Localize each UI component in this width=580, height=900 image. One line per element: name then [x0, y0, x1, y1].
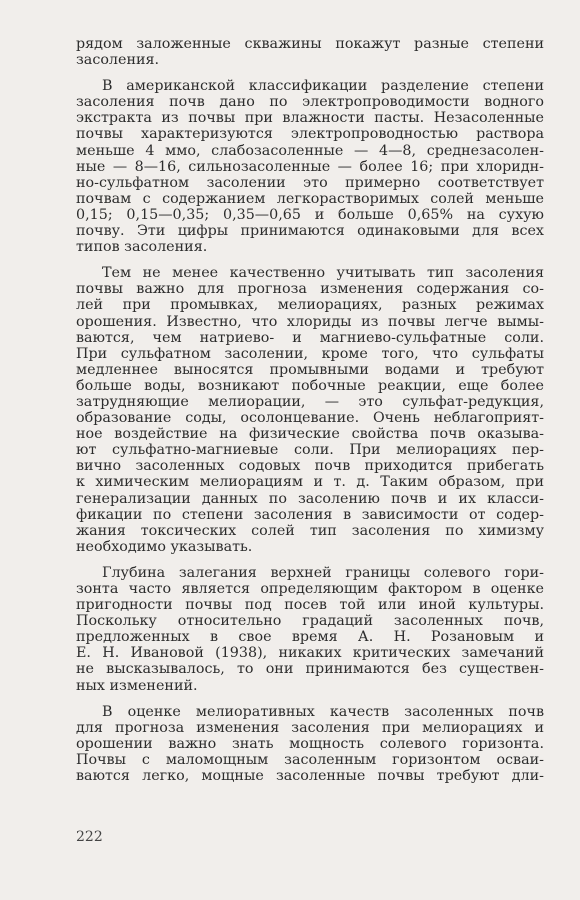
text-line: почвам с содержанием легкорастворимых солей меньше: [76, 190, 544, 207]
text-line: орошении важно знать мощность солевого горизонта.: [76, 735, 544, 752]
text-line: вично засоленных содовых почв приходится прибегать: [76, 458, 544, 475]
text-line: В американской классификации разделение степени: [102, 78, 544, 95]
page-number: 222: [76, 829, 103, 845]
text-line: генерализации данных по засолению почв и их класси-: [76, 490, 544, 507]
text-line: затрудняющие мелиорации, — это сульфат-редукция,: [76, 393, 544, 410]
text-line: ваются легко, мощные засоленные почвы требуют дли-: [76, 768, 544, 785]
text-line: ные — 8—16, сильнозасоленные — более 16; при хлоридн-: [76, 158, 544, 175]
text-line: ных изменений.: [76, 677, 198, 694]
text-line: Глубина залегания верхней границы солевого гори-: [102, 564, 544, 581]
text-line: медленнее выносятся промывными водами и требуют: [76, 361, 544, 378]
text-line: Почвы с маломощным засоленным горизонтом осваи-: [76, 751, 544, 768]
text-line: не высказывалось, то они принимаются без существен-: [76, 661, 544, 678]
text-line: почву. Эти цифры принимаются одинаковыми для всех: [76, 223, 544, 240]
paragraph: [76, 36, 544, 68]
text-line: пригодности почвы под посев той или иной культуры.: [76, 597, 544, 614]
text-line: рядом заложенные скважины покажут разные степени: [76, 36, 544, 52]
paragraph: [76, 704, 544, 784]
text-line: ваются, чем натриево- и магниево-сульфатные соли.: [76, 329, 544, 346]
text-line: почвы характеризуются электропроводностью раствора: [76, 126, 544, 143]
text-line: засоления.: [76, 52, 160, 69]
text-line: предложенных в свое время А. Н. Розановым и: [76, 629, 544, 646]
text-line: Поскольку относительно градаций засоленных почв,: [76, 613, 544, 630]
text-line: экстракта из почвы при влажности пасты. Незасоленные: [76, 110, 544, 127]
text-line: ют сульфатно-магниевые соли. При мелиорациях пер-: [76, 442, 544, 459]
text-line: зонта часто является определяющим фактором в оценке: [76, 581, 544, 597]
paragraph: [76, 265, 544, 555]
text-line: жания токсических солей тип засоления по химизму: [76, 522, 544, 539]
text-line: необходимо указывать.: [76, 538, 253, 555]
text-line: ное воздействие на физические свойства почв оказыва-: [76, 426, 544, 443]
text-line: почвы важно для прогноза изменения содержания со-: [76, 281, 544, 298]
text-line: меньше 4 ммо, слабозасоленные — 4—8, среднезасолен-: [76, 142, 544, 159]
text-line: но-сульфатном засолении это примерно соответствует: [76, 174, 544, 191]
text-line: При сульфатном засолении, кроме того, что сульфаты: [76, 345, 544, 362]
text-line: больше воды, возникают побочные реакции, еще более: [76, 377, 544, 394]
text-body: [76, 36, 544, 784]
text-line: орошения. Известно, что хлориды из почвы легче вымы-: [76, 313, 544, 330]
text-line: В оценке мелиоративных качеств засоленных почв: [102, 703, 544, 720]
text-line: к химическим мелиорациям и т. д. Таким образом, при: [76, 474, 544, 491]
text-line: засоления почв дано по электропроводимости водного: [76, 94, 544, 111]
text-line: фикации по степени засоления в зависимости от содер-: [76, 506, 544, 523]
text-line: 0,15; 0,15—0,35; 0,35—0,65 и больше 0,65% на сухую: [76, 206, 544, 223]
text-line: для прогноза изменения засоления при мелиорациях и: [76, 719, 544, 736]
text-line: образование соды, осолонцевание. Очень неблагоприят-: [76, 410, 544, 427]
text-line: Е. Н. Ивановой (1938), никаких критических замечаний: [76, 645, 544, 662]
text-line: типов засоления.: [76, 239, 208, 256]
paragraph: [76, 565, 544, 694]
text-line: лей при промывках, мелиорациях, разных режимах: [76, 297, 544, 314]
paragraph: [76, 78, 544, 255]
text-line: Тем не менее качественно учитывать тип засоления: [102, 265, 544, 282]
